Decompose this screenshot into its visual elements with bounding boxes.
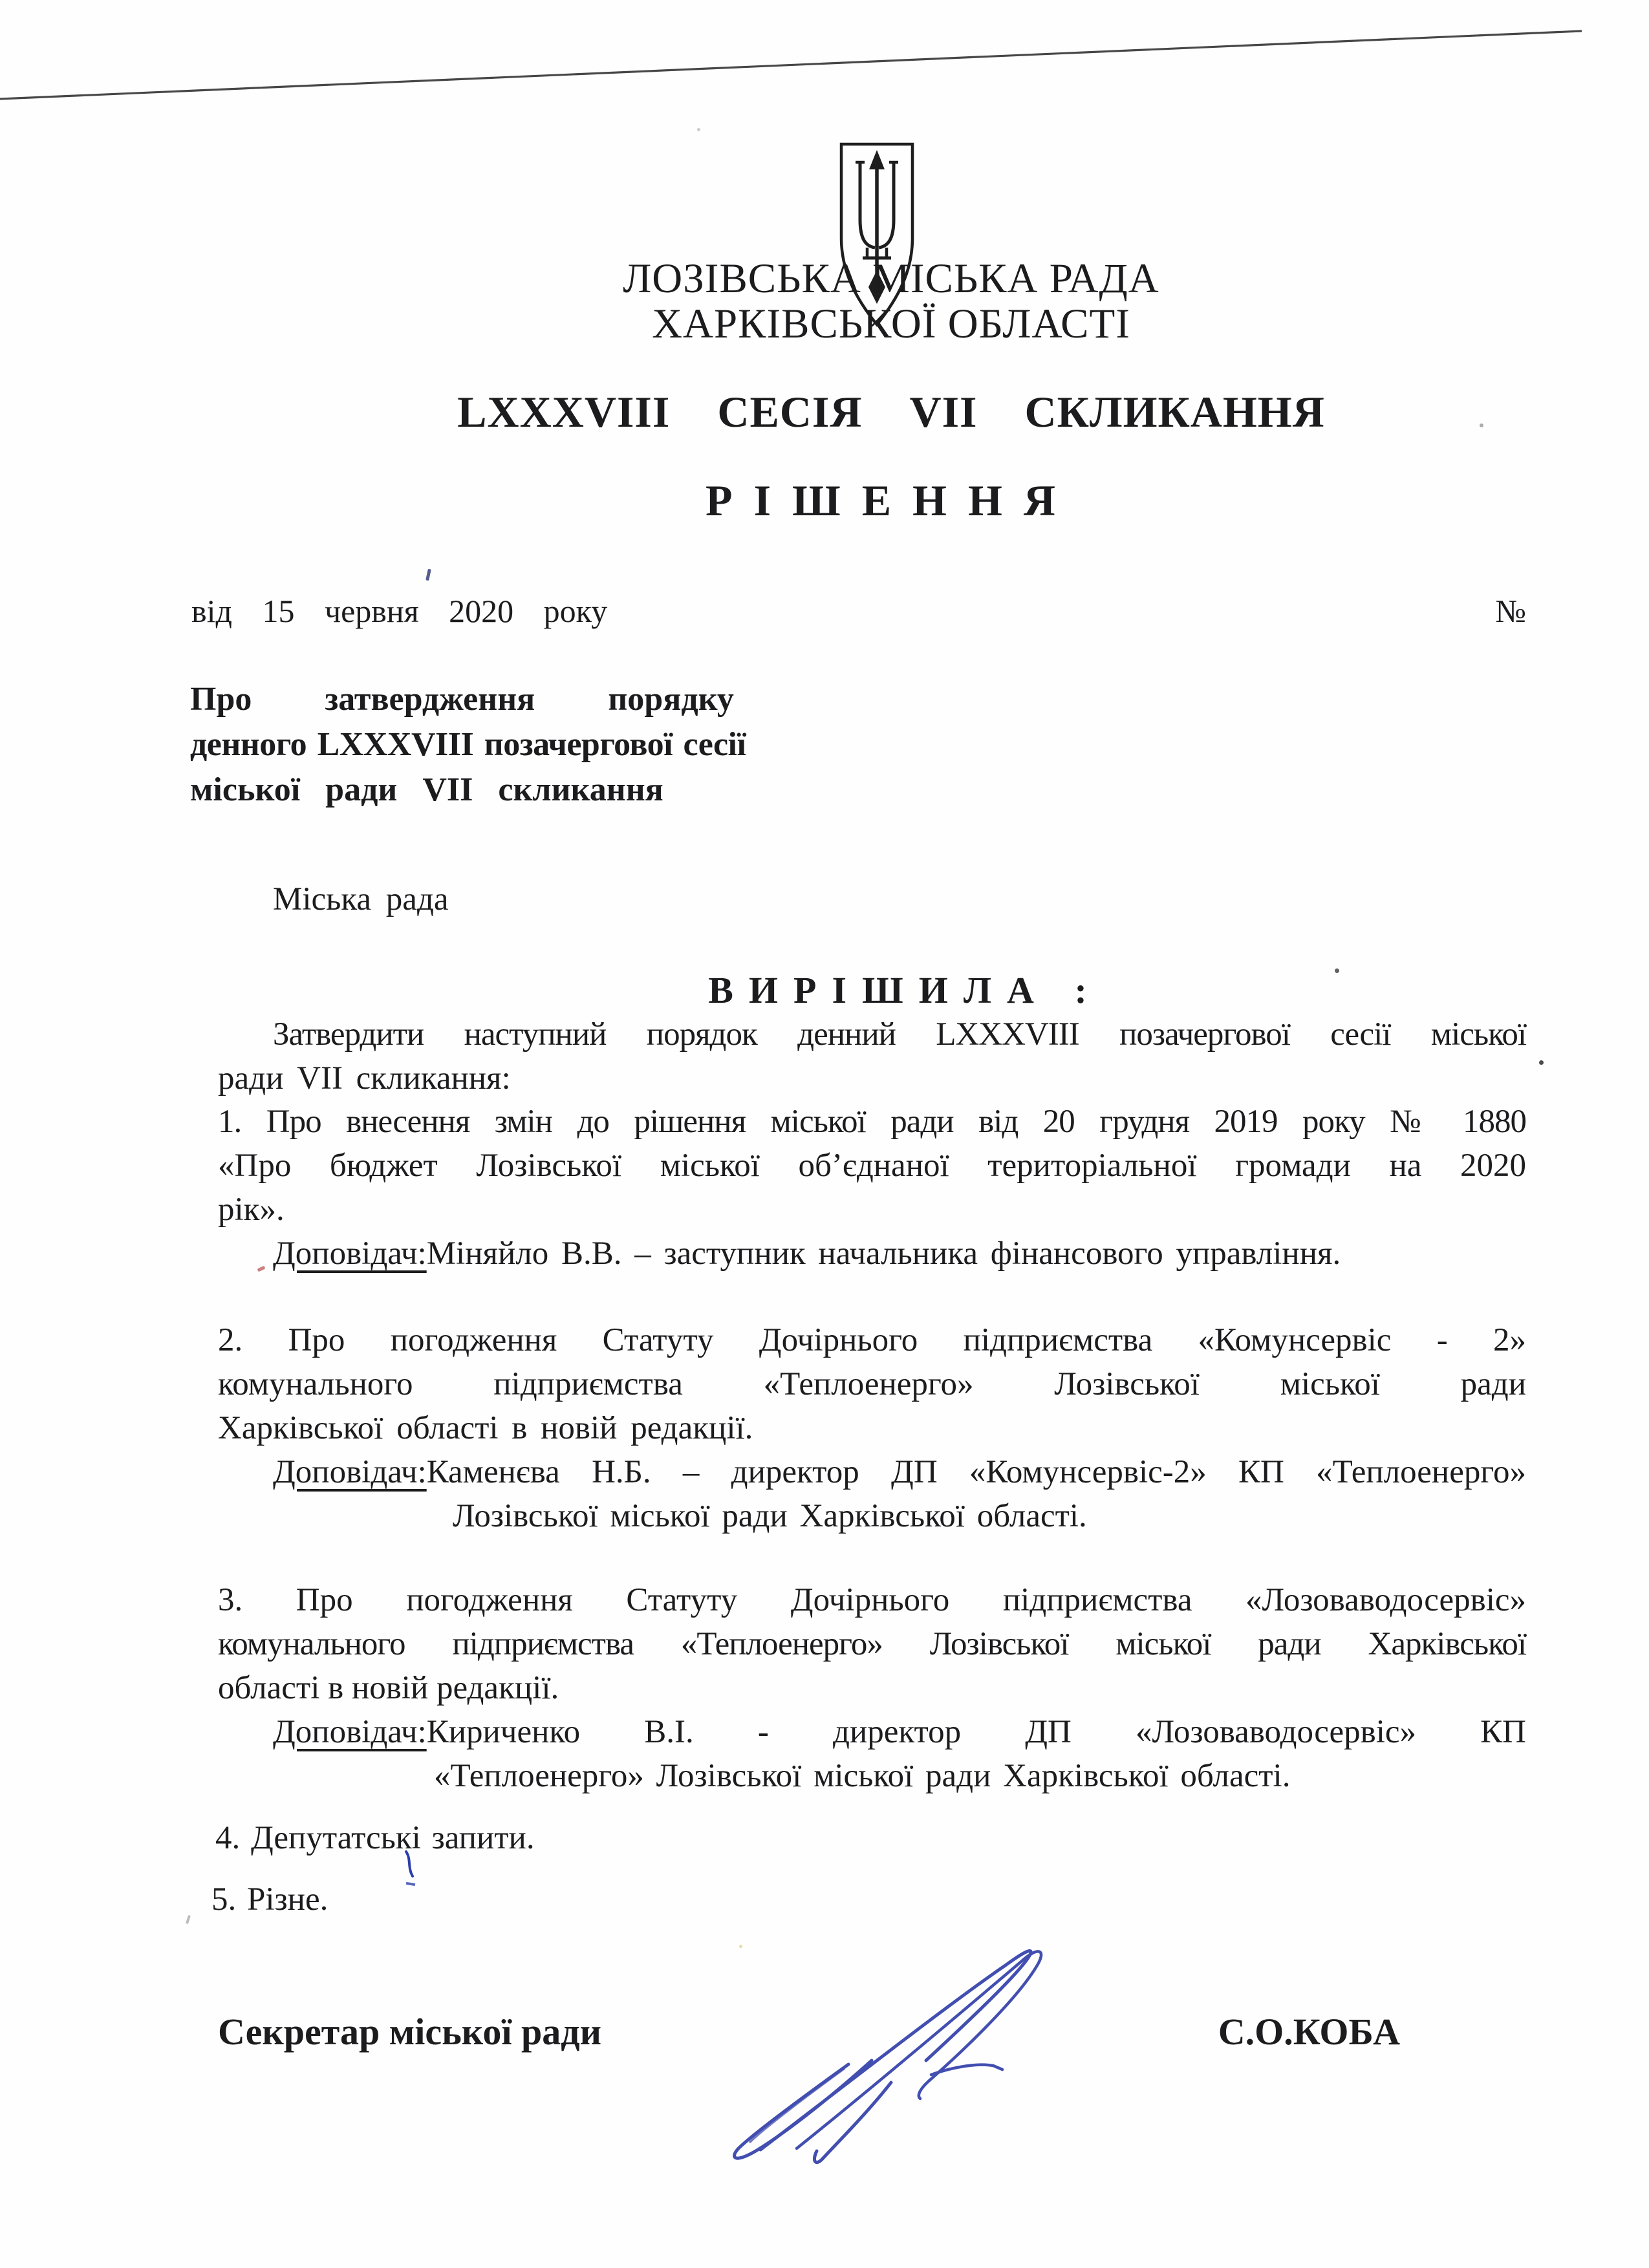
agenda-item-3-line-2: комунального підприємства «Теплоенерго» Лозівської міської ради Харківської — [218, 1626, 1526, 1662]
scan-speck — [1335, 968, 1339, 973]
scan-speck — [1539, 1060, 1544, 1065]
agenda-item-2-line-2: комунального підприємства «Теплоенерго» Лозівської міської ради — [218, 1366, 1526, 1402]
agenda-item-1-line-2: «Про бюджет Лозівської міської об’єднаної територіальної громади на 2020 — [218, 1148, 1526, 1184]
agenda-item-2-reporter-line-2: Лозівської міської ради Харківської області. — [453, 1498, 1087, 1534]
session-title: LXXXVIII СЕСІЯ VII СКЛИКАННЯ — [457, 387, 1325, 436]
agenda-item-1 — [218, 1100, 1526, 1276]
agenda-item-3-line-3: області в новій редакції. — [218, 1670, 559, 1706]
reporter-label: Доповідач: — [273, 1454, 427, 1490]
agenda-item-3-reporter — [218, 1710, 1526, 1754]
intro-line-1: Затвердити наступний порядок денний LXXXVIII позачергової сесії міської — [273, 1016, 1526, 1053]
org-name-line-1: ЛОЗІВСЬКА МІСЬКА РАДА — [623, 255, 1159, 302]
ink-speck-blue — [402, 1850, 418, 1880]
agenda-item-3-line-1: 3. Про погодження Статуту Дочірнього підприємства «Лозоваводосервіс» — [218, 1582, 1526, 1618]
agenda-item-1-line-1: 1. Про внесення змін до рішення міської ради від 20 грудня 2019 року № 1880 — [218, 1104, 1526, 1140]
scan-speck — [426, 569, 431, 581]
subject-block — [190, 677, 772, 813]
agenda-item-3 — [218, 1578, 1526, 1798]
reporter-text: Кириченко В.І. - директор ДП «Лозоваводосервіс» КП — [426, 1714, 1526, 1750]
scan-speck — [1480, 423, 1483, 427]
agenda-item-1-line-3: рік». — [218, 1192, 285, 1228]
agenda-item-4-text: 4. Депутатські запити. — [215, 1820, 535, 1856]
number-sign: № — [1495, 593, 1526, 629]
org-name-line-2: ХАРКІВСЬКОЇ ОБЛАСТІ — [652, 301, 1130, 347]
secretary-name: С.О.КОБА — [1218, 2011, 1400, 2053]
agenda-item-2 — [218, 1318, 1526, 1538]
handwritten-signature-icon — [698, 1936, 1086, 2182]
resolved-heading: ВИРІШИЛА : — [708, 969, 1103, 1011]
opening-line: Міська рада — [273, 881, 449, 917]
reporter-text: Каменєва Н.Б. – директор ДП «Комунсервіс-2» КП «Теплоенерго» — [426, 1454, 1526, 1490]
scan-edge-line — [0, 0, 1649, 110]
agenda-item-5-text: 5. Різне. — [211, 1881, 329, 1918]
scan-speck — [739, 1945, 742, 1948]
secretary-title: Секретар міської ради — [218, 2011, 602, 2053]
agenda-item-3-reporter-line-2: «Теплоенерго» Лозівської міської ради Харківської області. — [434, 1758, 1291, 1794]
date-number-row — [191, 589, 1526, 633]
scan-speck — [186, 1915, 191, 1925]
subject-line-1: Про затвердження порядку — [190, 681, 734, 718]
agenda-item-2-line-1: 2. Про погодження Статуту Дочірнього підприємства «Комунсервіс - 2» — [218, 1322, 1526, 1358]
intro-line-2: ради VII скликання: — [218, 1060, 511, 1097]
agenda-item-2-line-3: Харківської області в новій редакції. — [218, 1410, 753, 1446]
scan-speck — [697, 128, 700, 131]
org-name — [133, 256, 1649, 347]
agenda-item-2-reporter — [218, 1450, 1526, 1494]
agenda-item-1-reporter — [218, 1232, 1526, 1276]
intro-paragraph — [218, 1012, 1526, 1100]
reporter-label: Доповідач: — [273, 1714, 427, 1750]
date-line: від 15 червня 2020 року — [191, 593, 608, 629]
reporter-text: Міняйло В.В. – заступник начальника фінансового управління. — [426, 1236, 1341, 1272]
subject-line-2: денного LXXXVIII позачергової сесії — [190, 726, 746, 763]
subject-line-3: міської ради VII скликання — [190, 771, 663, 808]
reporter-label: Доповідач: — [273, 1236, 427, 1272]
doc-type-title: РІШЕННЯ — [706, 476, 1077, 525]
